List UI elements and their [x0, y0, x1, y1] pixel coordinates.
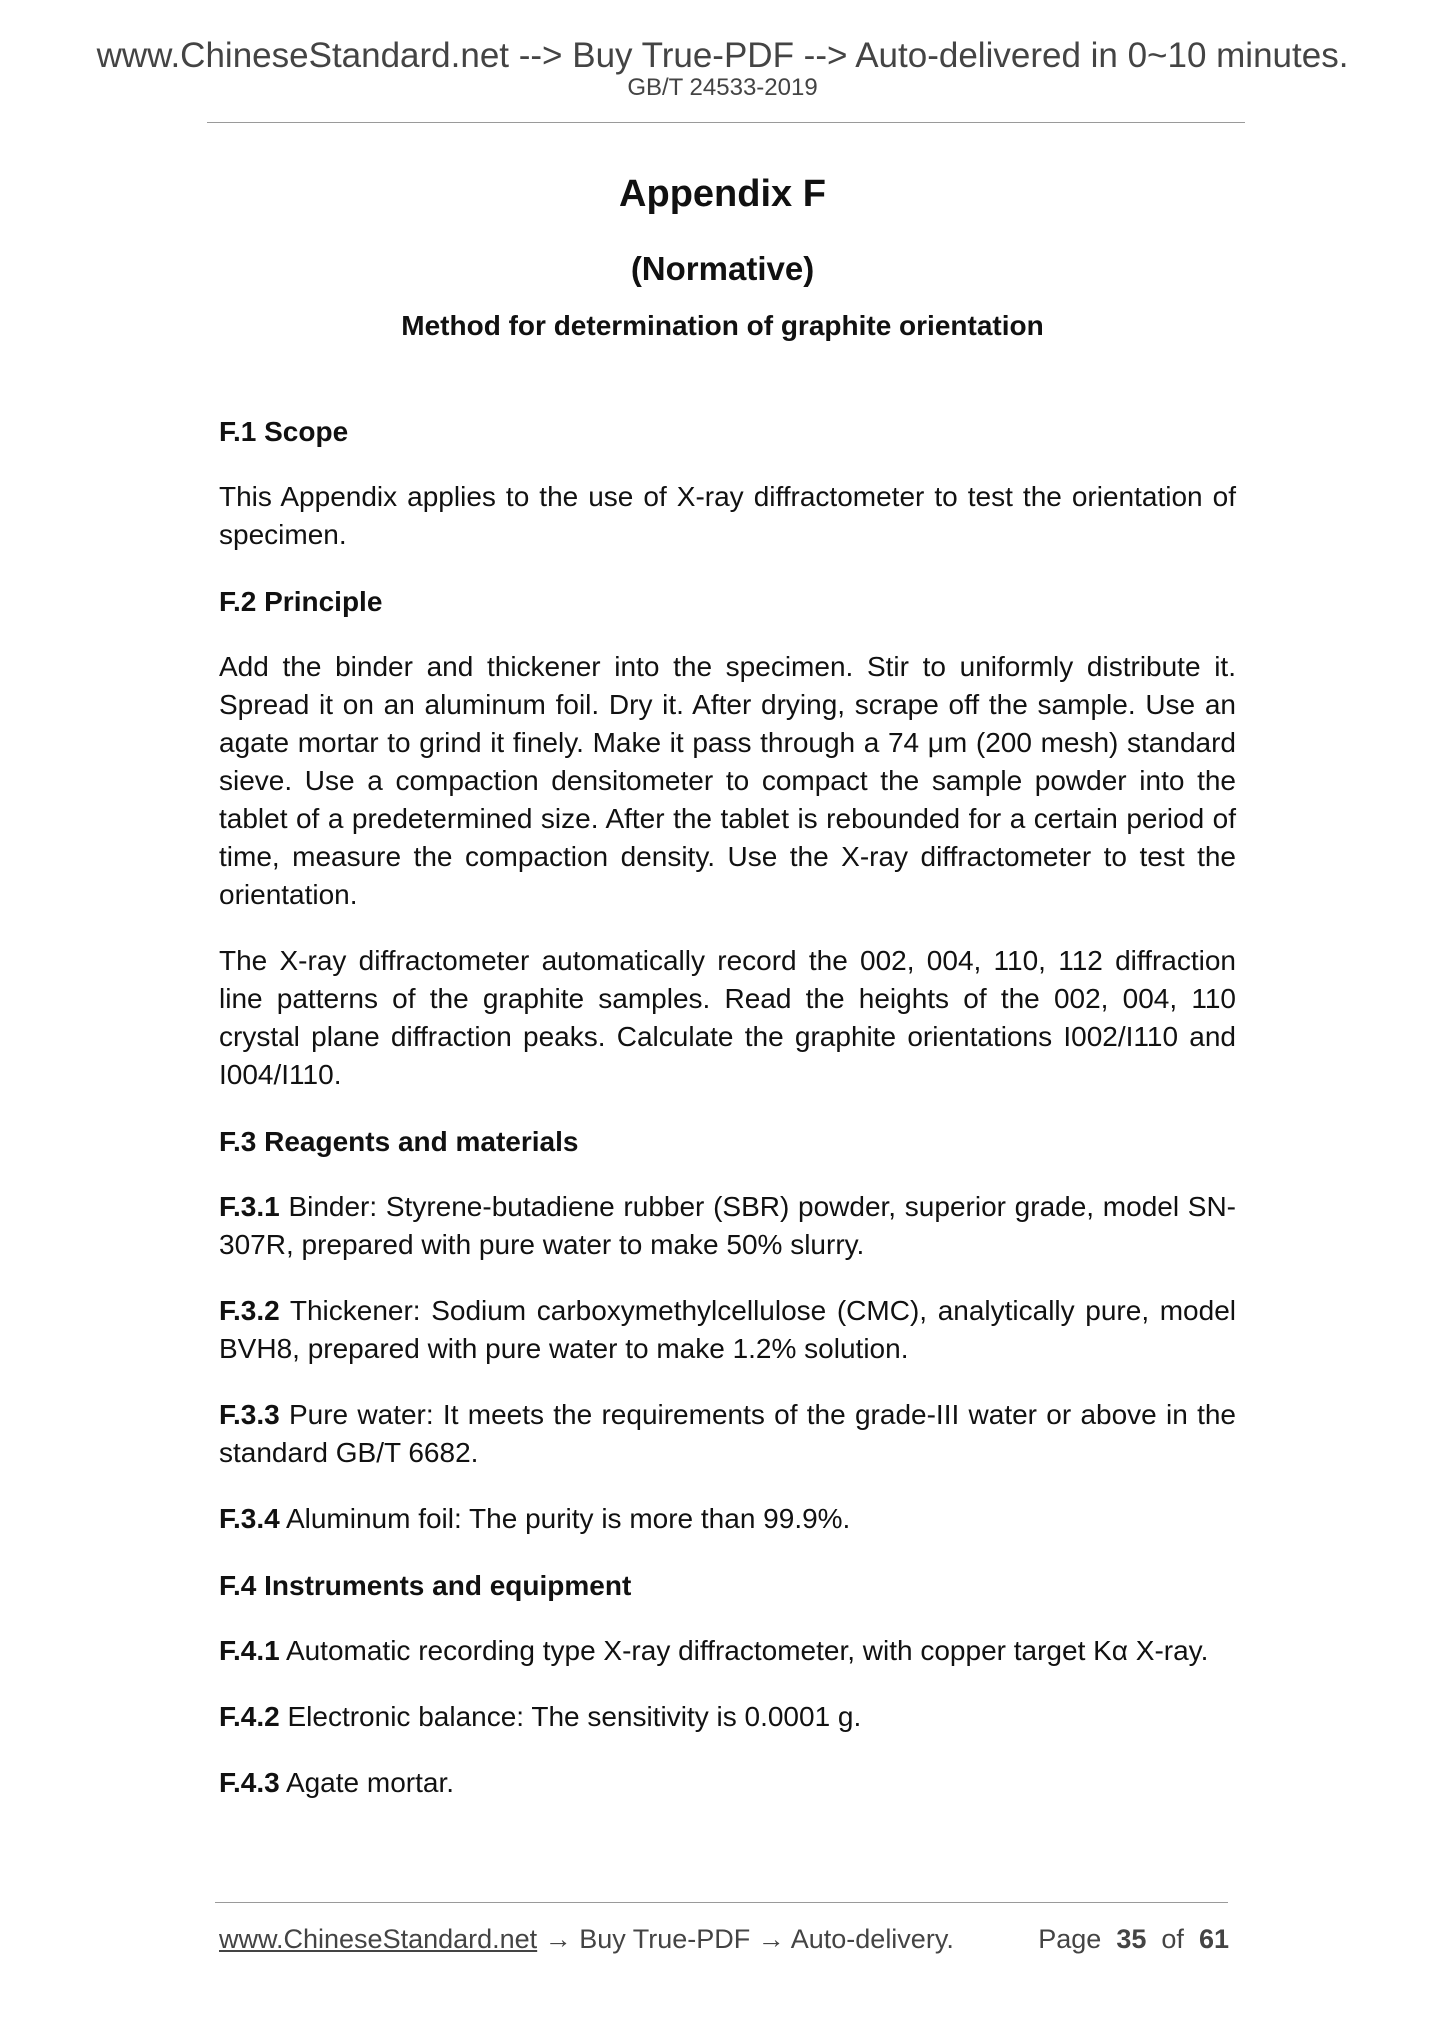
clause-text: Pure water: It meets the requirements of the grade-III water or above in the standard GB/T 6682.	[219, 1399, 1236, 1468]
appendix-title: Appendix F	[619, 173, 826, 215]
section-heading-f1: F.1 Scope	[219, 416, 349, 447]
clause-number: F.3.1	[219, 1191, 280, 1222]
clause-number: F.4.3	[219, 1767, 280, 1798]
page-label: Page	[1038, 1924, 1102, 1954]
clause-f4-1	[219, 1632, 1236, 1670]
paragraph-principle-1: Add the binder and thickener into the specimen. Stir to uniformly distribute it. Spread it on an aluminum foil. Dry it. After drying, scrape off the sample. Use an agate mortar to grind it finely. Make it pass through a 74 μm (200 mesh) standard sieve. Use a compaction densitometer to compact the sample powder into the tablet of a predetermined size. After the tablet is rebounded for a certain period of time, measure the compaction density. Use the X-ray diffractometer to test the orientation.	[219, 651, 1236, 910]
appendix-subtitle: Method for determination of graphite orientation	[401, 310, 1044, 341]
footer-promo-text: → Buy True-PDF → Auto-delivery.	[537, 1924, 954, 1954]
clause-f4-2	[219, 1698, 1236, 1736]
clause-text: Automatic recording type X-ray diffractometer, with copper target Kα X-ray.	[285, 1635, 1209, 1666]
footer-divider	[215, 1902, 1228, 1903]
document-code: GB/T 24533-2019	[627, 74, 818, 101]
clause-number: F.4.2	[219, 1701, 280, 1732]
section-heading-f4: F.4 Instruments and equipment	[219, 1570, 632, 1601]
paragraph-scope: This Appendix applies to the use of X-ray diffractometer to test the orientation of specimen.	[219, 481, 1236, 550]
footer-promo	[219, 1922, 954, 1956]
clause-number: F.3.4	[219, 1503, 280, 1534]
clause-text: Agate mortar.	[285, 1767, 455, 1798]
document-body	[219, 412, 1236, 1830]
appendix-type: (Normative)	[630, 250, 815, 287]
section-heading-f2: F.2 Principle	[219, 586, 383, 617]
clause-f3-3	[219, 1396, 1236, 1472]
page-indicator	[1038, 1922, 1229, 1956]
clause-text: Thickener: Sodium carboxymethylcellulose (CMC), analytically pure, model BVH8, prepared with pure water to make 1.2% solution.	[219, 1295, 1236, 1364]
clause-f4-3	[219, 1764, 1236, 1802]
top-banner: www.ChineseStandard.net --> Buy True-PDF --> Auto-delivered in 0~10 minutes.	[96, 36, 1349, 75]
page-total: 61	[1198, 1924, 1229, 1954]
clause-f3-1	[219, 1188, 1236, 1264]
clause-number: F.3.2	[219, 1295, 280, 1326]
footer-site-link[interactable]: www.ChineseStandard.net	[219, 1924, 538, 1954]
clause-text: Aluminum foil: The purity is more than 99.9%.	[285, 1503, 851, 1534]
header-divider	[207, 122, 1245, 123]
clause-f3-4	[219, 1500, 1236, 1538]
clause-text: Electronic balance: The sensitivity is 0.0001 g.	[287, 1701, 862, 1732]
of-label: of	[1161, 1924, 1184, 1954]
page-number: 35	[1116, 1924, 1147, 1954]
clause-number: F.4.1	[219, 1635, 280, 1666]
section-heading-f3: F.3 Reagents and materials	[219, 1126, 579, 1157]
paragraph-principle-2: The X-ray diffractometer automatically record the 002, 004, 110, 112 diffraction line patterns of the graphite samples. Read the heights of the 002, 004, 110 crystal plane diffraction peaks. Calculate the graphite orientations I002/I110 and I004/I110.	[219, 945, 1236, 1090]
clause-text: Binder: Styrene-butadiene rubber (SBR) powder, superior grade, model SN-307R, prepared with pure water to make 50% slurry.	[219, 1191, 1237, 1260]
clause-f3-2	[219, 1292, 1236, 1368]
clause-number: F.3.3	[219, 1399, 280, 1430]
